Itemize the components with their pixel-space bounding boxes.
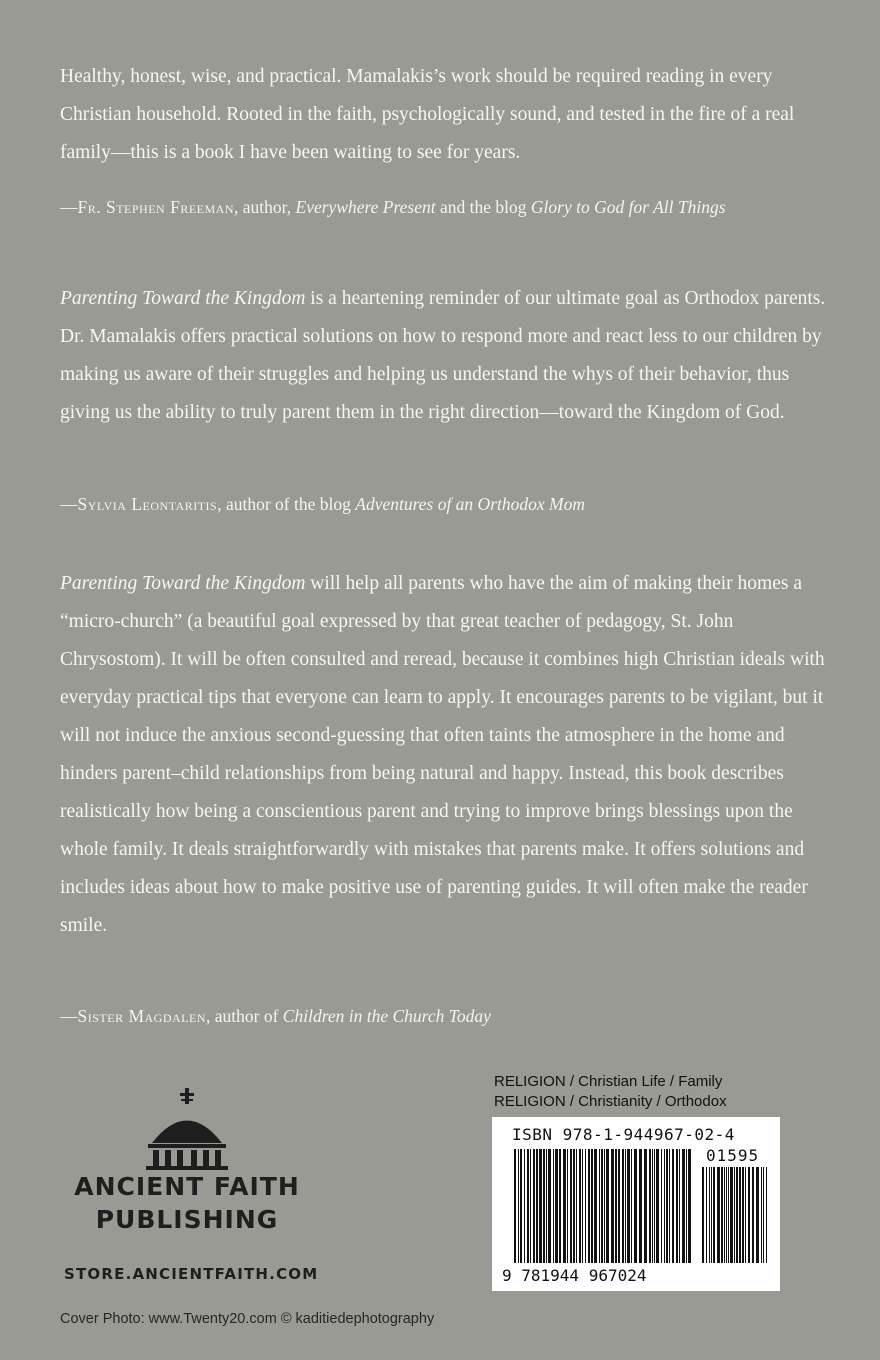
review-quote-3 — [60, 565, 830, 945]
barcode-bar — [688, 1149, 691, 1263]
attribution-text: and the blog — [435, 197, 531, 217]
barcode-addon-bar — [726, 1167, 727, 1263]
barcode-addon-bar — [724, 1167, 725, 1263]
barcode-bar — [649, 1149, 651, 1263]
quote-text: will help all parents who have the aim of making their homes a “micro-church” (a beautiful goal expressed by that great teacher of pedagogy, St. John Chrysostom). It will be often consulted and reread, because it combines high Christian ideals with everyday practical tips that everyone can learn to apply. It encourages parents to be vigilant, but it will not induce the anxious second-guessing that often taints the atmosphere in the home and hinders parent–child relationships from being natural and happy. Instead, this book describes realistically how being a conscientious parent and trying to improve brings blessings upon the whole family. It deals straightforwardly with mistakes that parents make. It offers solutions and includes ideas about how to make positive use of parenting guides. It will often make the reader smile. — [60, 573, 825, 936]
barcode-bar — [676, 1149, 678, 1263]
reviewer-blog: Glory to God for All Things — [530, 197, 726, 217]
cover-photo-credit: Cover Photo: www.Twenty20.com © kaditiedephotography — [60, 1311, 435, 1327]
barcode-addon-bar — [742, 1167, 744, 1263]
barcode-bar — [585, 1149, 586, 1263]
barcode-bar — [539, 1149, 542, 1263]
barcode-bar — [559, 1149, 561, 1263]
barcode-bar — [661, 1149, 662, 1263]
reviewer-blog: Adventures of an Orthodox Mom — [355, 494, 585, 514]
barcode-addon-bar — [763, 1167, 764, 1263]
barcode-bar — [627, 1149, 630, 1263]
barcode-addon-bar — [766, 1167, 767, 1263]
barcode-bar — [591, 1149, 593, 1263]
quote-text: Healthy, honest, wise, and practical. Mamalakis’s work should be required reading in every Christian household. Rooted in the faith, psychologically sound, and tested in the fire of a real family—this is a book I have been waiting to see for years. — [60, 66, 795, 163]
barcode-bar — [606, 1149, 609, 1263]
reviewer-work: Children in the Church Today — [282, 1006, 491, 1026]
ean-digits: 9 781944 967024 — [502, 1266, 647, 1285]
barcode-bar — [631, 1149, 632, 1263]
barcode-bar — [682, 1149, 685, 1263]
barcode-bar — [611, 1149, 614, 1263]
category-line-1: RELIGION / Christian Life / Family — [494, 1073, 723, 1090]
price-code: 01595 — [706, 1146, 760, 1165]
barcode-bar — [546, 1149, 547, 1263]
barcode-bar — [543, 1149, 545, 1263]
barcode-bar — [686, 1149, 687, 1263]
barcode-bar — [536, 1149, 538, 1263]
barcode-bar — [570, 1149, 572, 1263]
reviewer-name: Fr. Stephen Freeman — [77, 197, 234, 217]
barcode-bar — [656, 1149, 659, 1263]
barcode-bar — [666, 1149, 668, 1263]
barcode-bar — [530, 1149, 531, 1263]
barcode-addon-bar — [745, 1167, 746, 1263]
reviewer-name: Sylvia Leontaritis — [77, 494, 218, 514]
barcode-bar — [679, 1149, 680, 1263]
barcode-bar — [579, 1149, 581, 1263]
barcode-addon-bar — [713, 1167, 715, 1263]
barcode-bar — [615, 1149, 617, 1263]
store-url: STORE.ANCIENTFAITH.COM — [64, 1265, 319, 1283]
barcode-bar — [573, 1149, 575, 1263]
attribution-text: , author of — [206, 1006, 283, 1026]
barcode-bar — [553, 1149, 554, 1263]
barcode-bar — [618, 1149, 620, 1263]
isbn-text: ISBN 978-1-944967-02-4 — [512, 1125, 735, 1144]
attribution-dash: — — [60, 197, 78, 217]
review-quote-1 — [60, 58, 830, 172]
barcode-bar — [567, 1149, 568, 1263]
review-quote-2 — [60, 280, 830, 432]
review-attribution-3 — [60, 1006, 850, 1027]
barcode-bar — [527, 1149, 529, 1263]
barcode-addon-bar — [717, 1167, 720, 1263]
category-line-2: RELIGION / Christianity / Orthodox — [494, 1093, 727, 1110]
quote-text: is a heartening reminder of our ultimate goal as Orthodox parents. Dr. Mamalakis offers practical solutions on how to respond more and react less to our children by making us aware of their struggles and helping us understand the whys of their behavior, thus giving us the ability to truly parent them in the right direction—toward the Kingdom of God. — [60, 288, 826, 423]
barcode-addon-bar — [736, 1167, 738, 1263]
barcode-addon-bar — [761, 1167, 762, 1263]
book-title: Parenting Toward the Kingdom — [60, 573, 306, 594]
barcode-bar — [601, 1149, 603, 1263]
barcode-addon-bar — [730, 1167, 733, 1263]
barcode-bar — [563, 1149, 566, 1263]
attribution-dash: — — [60, 494, 78, 514]
barcode-label — [492, 1117, 780, 1291]
barcode-bar — [588, 1149, 590, 1263]
barcode-bar — [555, 1149, 558, 1263]
barcode-addon-bar — [734, 1167, 735, 1263]
barcode-bar — [604, 1149, 605, 1263]
barcode-addon-bar — [748, 1167, 750, 1263]
barcode-bar — [594, 1149, 597, 1263]
barcode-bar — [639, 1149, 642, 1263]
barcode-bar — [582, 1149, 583, 1263]
barcode-bar — [672, 1149, 674, 1263]
barcode-addon-bar — [752, 1167, 754, 1263]
barcode-bar — [625, 1149, 626, 1263]
barcode-bar — [664, 1149, 665, 1263]
barcode-addon-bar — [709, 1167, 710, 1263]
barcode-bar — [622, 1149, 624, 1263]
barcode-addon-bar — [721, 1167, 723, 1263]
barcode-addon-bar — [739, 1167, 741, 1263]
barcode-bar — [634, 1149, 637, 1263]
barcode-bar — [576, 1149, 577, 1263]
barcode-bar — [652, 1149, 653, 1263]
publisher-name: ANCIENT FAITH — [74, 1172, 300, 1201]
barcode-bar — [524, 1149, 525, 1263]
barcode-bar — [599, 1149, 600, 1263]
attribution-text: , author of the blog — [217, 494, 356, 514]
barcode-bar — [644, 1149, 647, 1263]
barcode-addon-bar — [711, 1167, 712, 1263]
barcode-addon-bar — [756, 1167, 759, 1263]
reviewer-work: Everywhere Present — [295, 197, 436, 217]
attribution-dash: — — [60, 1006, 78, 1026]
barcode-bar — [518, 1149, 519, 1263]
barcode-bar — [514, 1149, 516, 1263]
barcode-bar — [669, 1149, 670, 1263]
review-attribution-1 — [60, 197, 850, 218]
attribution-text: , author, — [234, 197, 296, 217]
reviewer-name: Sister Magdalen — [77, 1006, 206, 1026]
review-attribution-2 — [60, 494, 850, 515]
barcode-addon-bar — [728, 1167, 729, 1263]
barcode-bar — [533, 1149, 535, 1263]
book-title: Parenting Toward the Kingdom — [60, 288, 306, 309]
barcode-addon-bar — [706, 1167, 707, 1263]
barcode-bar — [654, 1149, 655, 1263]
publisher-name-line2: PUBLISHING — [95, 1205, 279, 1234]
barcode-addon-bar — [702, 1167, 704, 1263]
barcode-bar — [548, 1149, 551, 1263]
barcode-bar — [520, 1149, 522, 1263]
